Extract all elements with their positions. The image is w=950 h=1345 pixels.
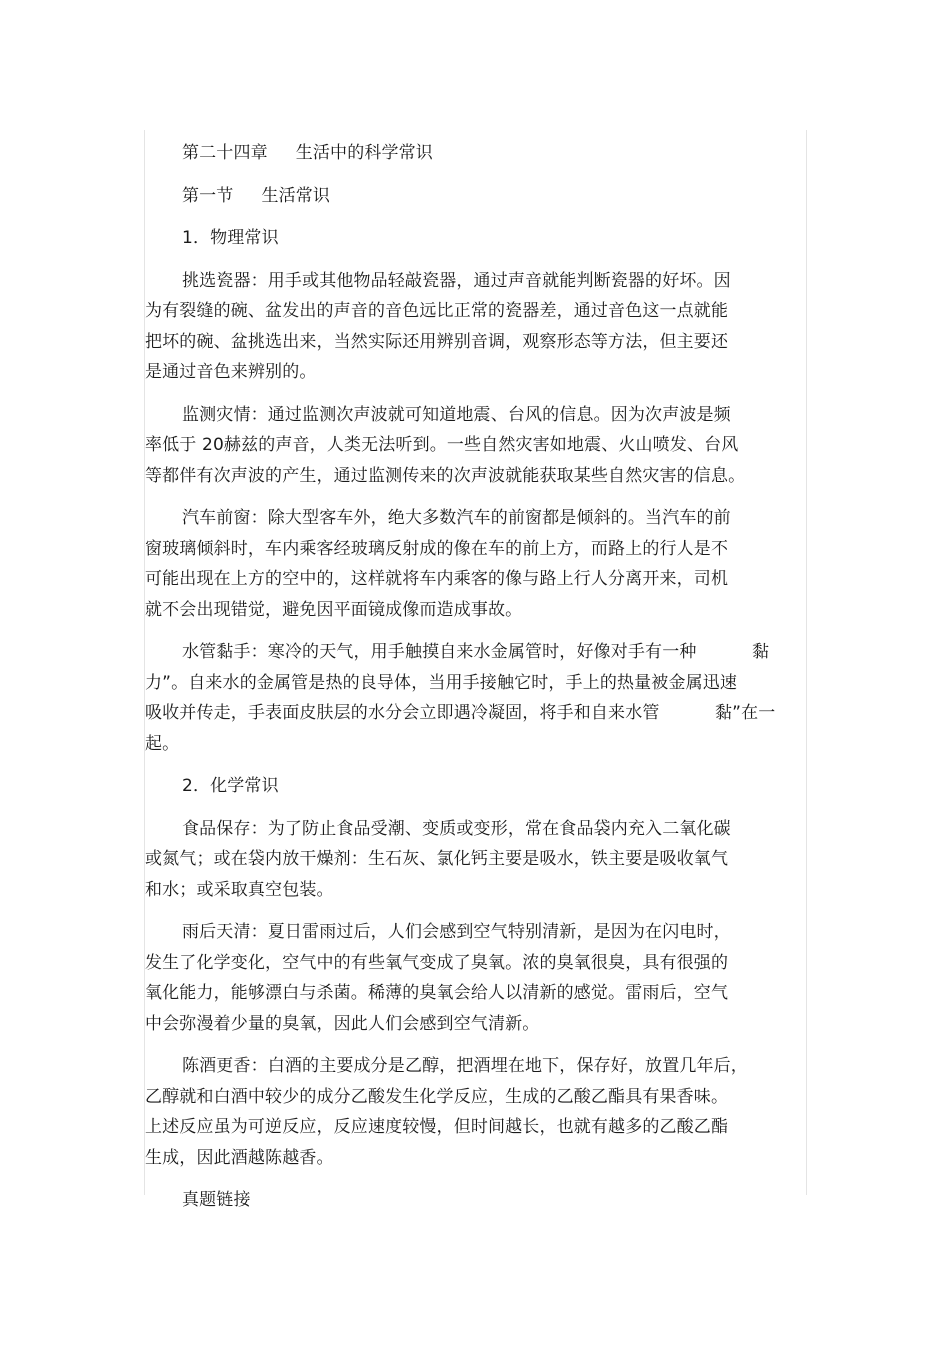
paragraph-line: 或氮气；或在袋内放干燥剂：生石灰、氯化钙主要是吸水，铁主要是吸收氧气: [145, 849, 729, 869]
paragraph-line: 陈酒更香：白酒的主要成分是乙醇，把酒埋在地下，保存好，放置几年后，: [182, 1056, 748, 1076]
paragraph-aged-wine: [145, 1051, 805, 1173]
paragraph-line: 窗玻璃倾斜时，车内乘客经玻璃反射成的像在车的前上方，而路上的行人是不: [145, 538, 729, 559]
paragraph-line: 水管黏手：寒冷的天气，用手触摸自来水金属管时，好像对手有一种 黏: [182, 642, 770, 662]
paragraph-line: 等都伴有次声波的产生，通过监测传来的次声波就能获取某些自然灾害的信息。: [145, 465, 746, 486]
subsection-chemistry: 2．化学常识: [182, 776, 279, 796]
chapter-heading: [145, 138, 805, 169]
paragraph-line: 中会弥漫着少量的臭氧，因此人们会感到空气清新。: [145, 1013, 540, 1034]
paragraph-line: 力”。自来水的金属管是热的良导体，当用手接触它时，手上的热量被金属迅速: [145, 672, 738, 693]
paragraph-line: 雨后天清：夏日雷雨过后，人们会感到空气特别清新，是因为在闪电时，: [182, 922, 731, 942]
paragraph-line: 监测灾情：通过监测次声波就可知道地震、台风的信息。因为次声波是频: [182, 404, 731, 425]
paragraph-line: 为有裂缝的碗、盆发出的声音的音色远比正常的瓷器差，通过音色这一点就能: [145, 301, 729, 321]
paragraph-line: 率低于 20赫兹的声音，人类无法听到。一些自然灾害如地震、火山喷发、台风: [145, 435, 739, 455]
paragraph-windshield: [145, 503, 805, 625]
paragraph-line: 汽车前窗：除大型客车外，绝大多数汽车的前窗都是倾斜的。当汽车的前: [182, 508, 731, 528]
page-border-right: [806, 130, 807, 1195]
chapter-title: 生活中的科学常识: [295, 143, 433, 163]
paragraph-after-rain: [145, 917, 805, 1039]
paragraph-line: 生成，因此酒越陈越香。: [145, 1147, 334, 1168]
subsection-exam-links: 真题链接: [182, 1190, 251, 1210]
paragraph-sticky-pipe: [145, 637, 805, 759]
paragraph-food-storage: [145, 814, 805, 906]
section-heading: [145, 181, 805, 212]
paragraph-line: 把坏的碗、盆挑选出来，当然实际还用辨别音调，观察形态等方法，但主要还: [145, 331, 729, 352]
paragraph-line: 发生了化学变化，空气中的有些氧气变成了臭氧。浓的臭氧很臭，具有很强的: [145, 952, 729, 973]
paragraph-line: 吸收并传走，手表面皮肤层的水分会立即遇冷凝固，将手和自来水管 黏”在一: [145, 703, 776, 723]
paragraph-line: 上述反应虽为可逆反应，反应速度较慢，但时间越长，也就有越多的乙酸乙酯: [145, 1117, 729, 1137]
chapter-number: 第二十四章: [182, 143, 268, 163]
paragraph-line: 和水；或采取真空包装。: [145, 879, 334, 900]
section-number: 第一节: [182, 185, 234, 206]
paragraph-line: 是通过音色来辨别的。: [145, 362, 317, 382]
paragraph-line: 食品保存：为了防止食品受潮、变质或变形，常在食品袋内充入二氧化碳: [182, 818, 731, 839]
paragraph-line: 氧化能力，能够漂白与杀菌。稀薄的臭氧会给人以清新的感觉。雷雨后，空气: [145, 983, 729, 1003]
page-content: [145, 138, 805, 1216]
paragraph-porcelain: [145, 266, 805, 388]
paragraph-line: 起。: [145, 733, 180, 754]
paragraph-line: 可能出现在上方的空中的，这样就将车内乘客的像与路上行人分离开来，司机: [145, 569, 729, 589]
section-title: 生活常识: [261, 185, 331, 206]
subsection-physics: 1．物理常识: [182, 228, 279, 248]
paragraph-line: 乙醇就和白酒中较少的成分乙酸发生化学反应，生成的乙酸乙酯具有果香味。: [145, 1086, 729, 1107]
paragraph-line: 挑选瓷器：用手或其他物品轻敲瓷器，通过声音就能判断瓷器的好坏。因: [182, 270, 731, 291]
paragraph-line: 就不会出现错觉，避免因平面镜成像而造成事故。: [145, 599, 523, 620]
paragraph-disaster-monitoring: [145, 400, 805, 492]
